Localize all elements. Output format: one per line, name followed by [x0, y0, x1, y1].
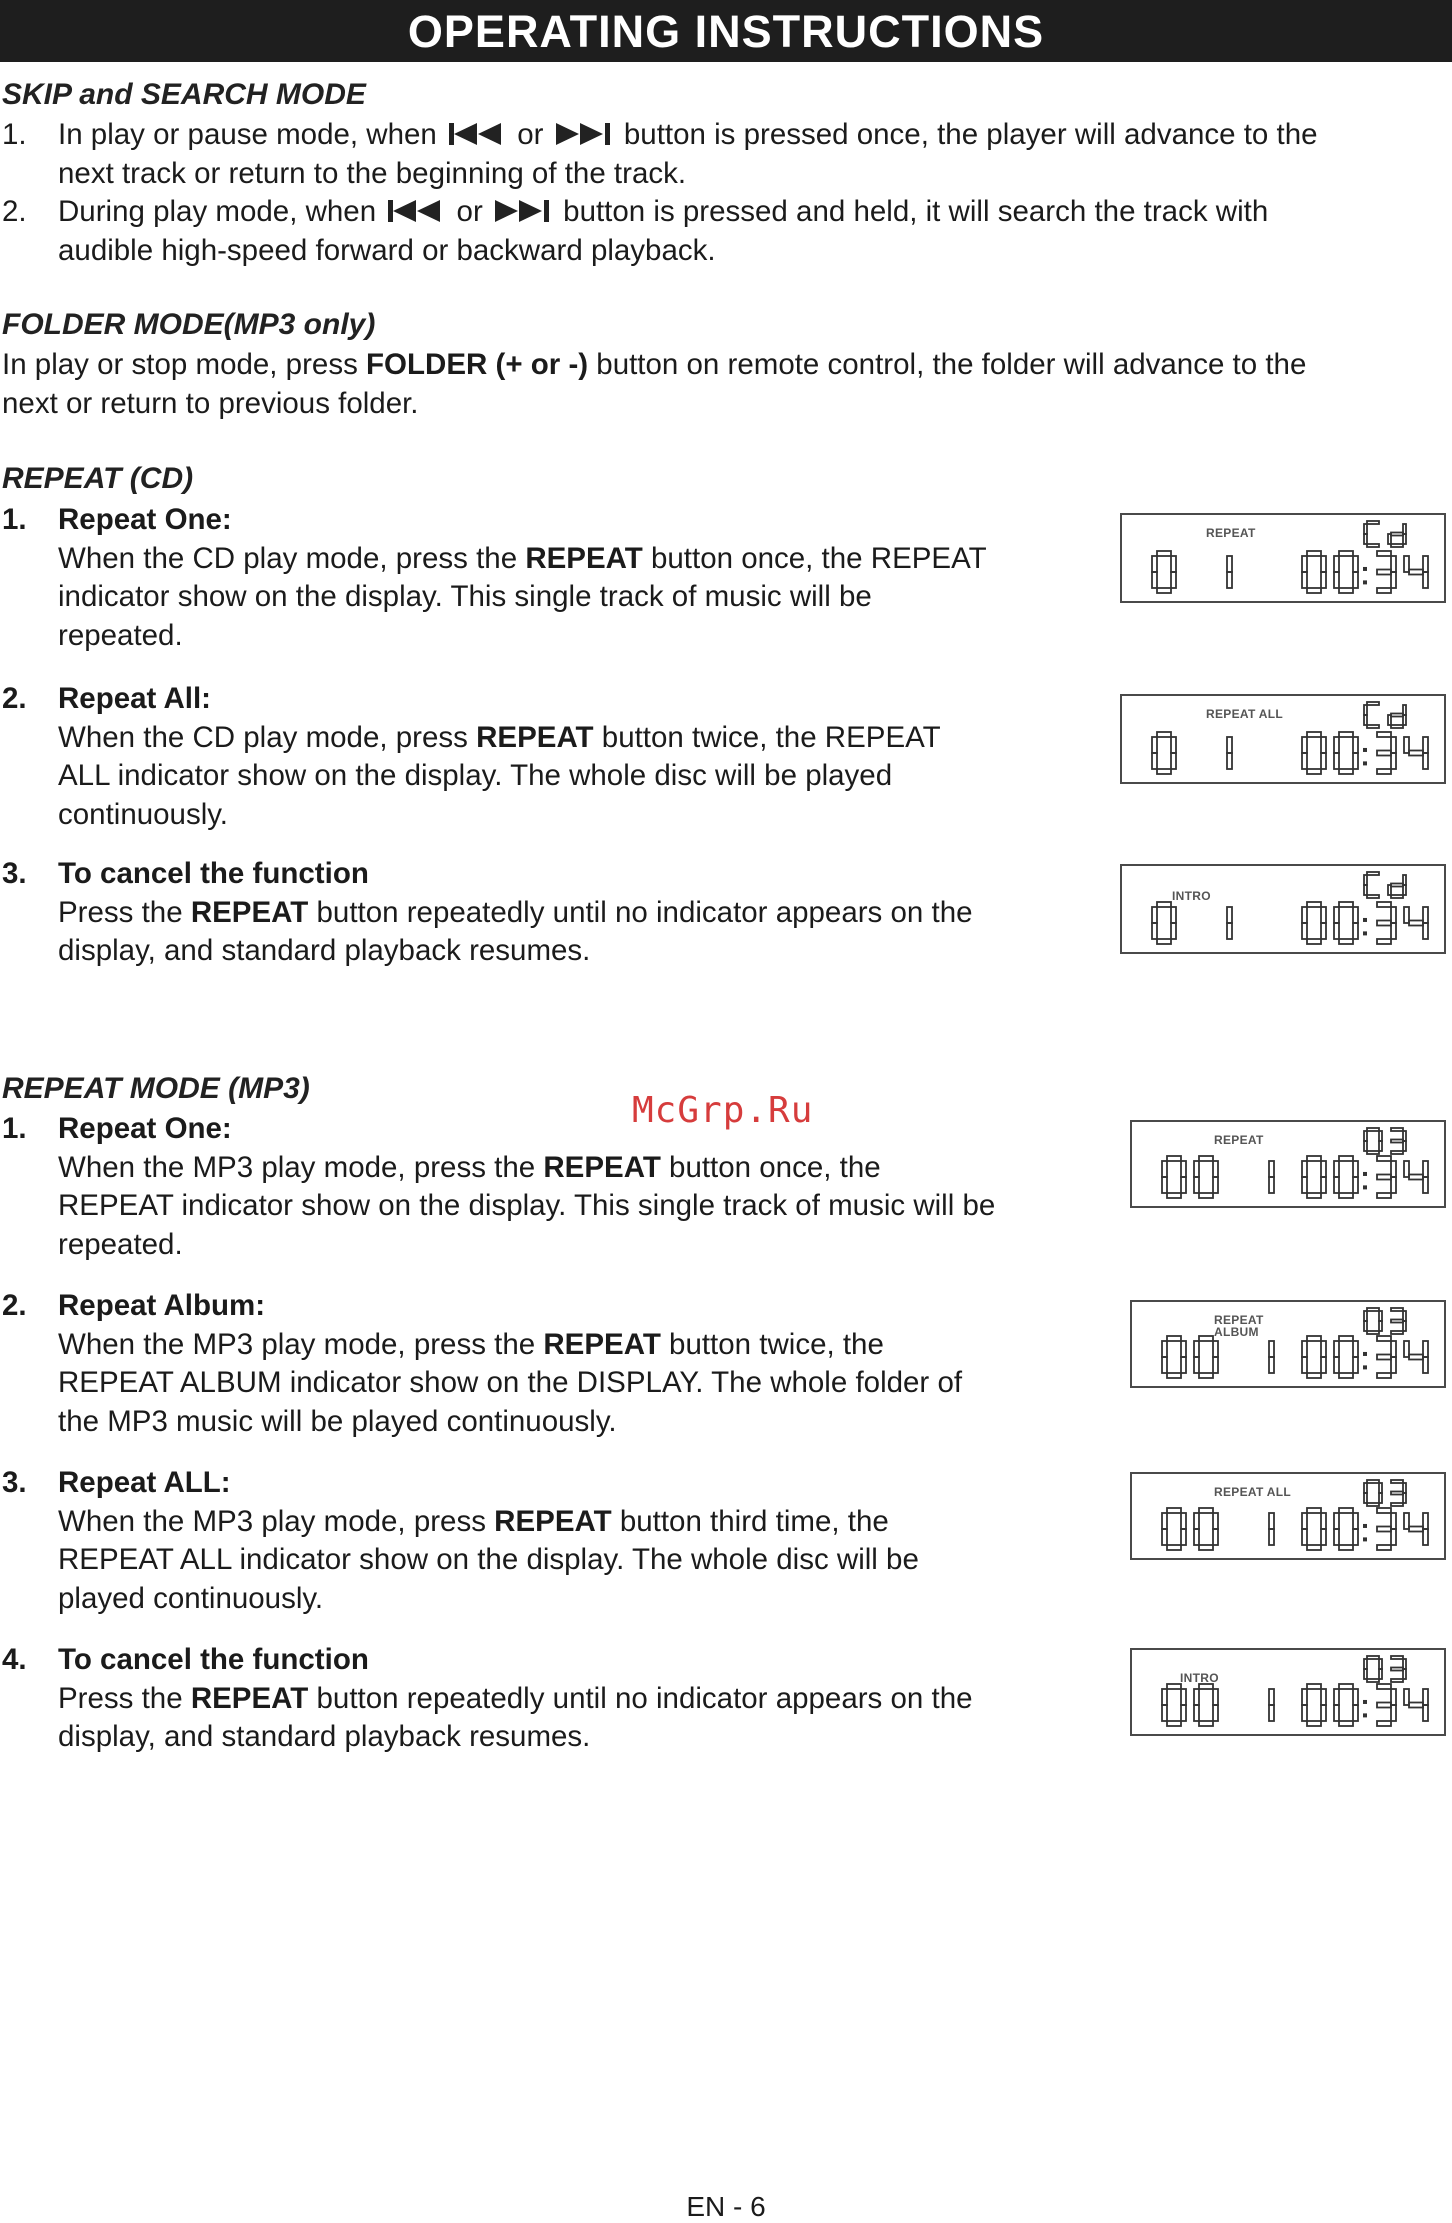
lcd-colon — [1363, 1713, 1367, 1717]
lcd-display-cd-repeat-all — [1120, 694, 1446, 784]
skip-item-2-line-2: audible high-speed forward or backward playback. — [58, 233, 716, 267]
folder-text-a: In play or stop mode, press — [2, 348, 358, 381]
lcd-display-cd-repeat — [1120, 513, 1446, 603]
skip-heading: SKIP and SEARCH MODE — [2, 78, 366, 111]
lcd-mode-digit — [1364, 1656, 1382, 1682]
lcd-time-digit — [1404, 1513, 1428, 1545]
lcd-time-digit — [1404, 1689, 1428, 1721]
lcd-time-digit — [1334, 1508, 1358, 1550]
item-number: 2. — [2, 1289, 27, 1322]
item-number: 4. — [2, 1643, 27, 1676]
lcd-colon — [1363, 761, 1367, 765]
lcd-display-cd-intro — [1120, 864, 1446, 954]
lcd-segments — [1122, 866, 1444, 952]
item-number: 1. — [2, 118, 27, 151]
item-line-2: display, and standard playback resumes. — [58, 934, 591, 967]
lcd-mode-digit — [1391, 1128, 1406, 1154]
folder-button-name: FOLDER (+ or -) — [366, 348, 589, 381]
lcd-time-digit — [1377, 551, 1396, 593]
lcd-time-digit — [1302, 902, 1326, 944]
item-text-a: When the MP3 play mode, press the — [58, 1327, 536, 1361]
lcd-mode-digit — [1391, 1656, 1406, 1682]
lcd-display-mp3-repeat-album — [1130, 1300, 1446, 1388]
item-line-2: REPEAT ALBUM indicator show on the DISPLAY. The whole folder of — [58, 1366, 963, 1399]
lcd-time-digit — [1377, 1156, 1396, 1198]
item-line-3: played continuously. — [58, 1581, 324, 1615]
repeat-button-name: REPEAT — [525, 541, 643, 575]
lcd-colon — [1363, 1185, 1367, 1189]
item-number: 3. — [2, 857, 27, 890]
lcd-time-digit — [1404, 737, 1428, 769]
skip-item-2 — [2, 193, 1442, 273]
item-number: 2. — [2, 195, 27, 228]
lcd-time-digit — [1302, 1684, 1326, 1726]
lcd-time-digit — [1377, 1684, 1396, 1726]
skip-item-1 — [2, 116, 1442, 196]
item-line-3: the MP3 music will be played continuously. — [58, 1404, 617, 1438]
lcd-time-digit — [1404, 1341, 1428, 1373]
item-text-b: button once, the — [669, 1150, 881, 1184]
item-text-b: button third time, the — [619, 1504, 889, 1538]
item-text-b: button twice, the — [669, 1327, 884, 1361]
lcd-time-digit — [1334, 732, 1358, 774]
lcd-track-digit — [1227, 907, 1232, 939]
lcd-track-digit — [1269, 1161, 1274, 1193]
lcd-time-digit — [1404, 907, 1428, 939]
lcd-time-digit — [1302, 732, 1326, 774]
lcd-display-mp3-repeat — [1130, 1120, 1446, 1208]
lcd-time-digit — [1302, 1508, 1326, 1550]
item-title: Repeat ALL: — [58, 1466, 231, 1499]
repeat-cd-item-2 — [2, 680, 1102, 831]
lcd-mode-digit — [1388, 875, 1406, 898]
lcd-time-digit — [1377, 732, 1396, 774]
item-line-3: continuously. — [58, 797, 228, 831]
skip-item-1-line-2: next track or return to the beginning of the track. — [58, 156, 687, 190]
lcd-colon — [1363, 1537, 1367, 1541]
lcd-track-digit — [1194, 1156, 1218, 1198]
lcd-time-digit — [1334, 1684, 1358, 1726]
page-number: EN - 6 — [686, 2191, 766, 2222]
item-line-2: display, and standard playback resumes. — [58, 1720, 591, 1753]
lcd-colon — [1363, 580, 1367, 584]
lcd-track-digit — [1162, 1336, 1186, 1378]
lcd-indicator: REPEAT — [1206, 526, 1256, 540]
lcd-segments — [1122, 515, 1444, 601]
item-title: To cancel the function — [58, 1643, 369, 1676]
lcd-time-digit — [1377, 1508, 1396, 1550]
lcd-segments — [1122, 696, 1444, 782]
skip-item-2-text-b: button is pressed and held, it will search the track with — [563, 195, 1269, 228]
lcd-mode-digit — [1391, 1480, 1406, 1506]
lcd-time-digit — [1302, 551, 1326, 593]
lcd-track-digit — [1194, 1508, 1218, 1550]
item-title: To cancel the function — [58, 857, 369, 890]
repeat-button-name: REPEAT — [543, 1150, 661, 1184]
item-text-b: button repeatedly until no indicator appears on the — [316, 895, 973, 929]
lcd-track-digit — [1194, 1684, 1218, 1726]
folder-line-2: next or return to previous folder. — [2, 386, 419, 420]
repeat-cd-item-1 — [2, 501, 1102, 652]
lcd-time-digit — [1334, 1156, 1358, 1198]
lcd-track-digit — [1152, 902, 1176, 944]
lcd-colon — [1363, 918, 1367, 922]
lcd-mode-digit — [1364, 872, 1379, 898]
skip-back-icon — [388, 199, 444, 223]
skip-forward-icon — [495, 199, 551, 223]
lcd-time-digit — [1404, 556, 1428, 588]
skip-item-2-text: During play mode, when — [58, 195, 377, 228]
lcd-track-digit — [1152, 732, 1176, 774]
lcd-segments — [1132, 1122, 1444, 1206]
lcd-colon — [1363, 748, 1367, 752]
lcd-segments — [1132, 1650, 1444, 1734]
lcd-track-digit — [1227, 737, 1232, 769]
item-number: 1. — [2, 1112, 27, 1145]
lcd-indicator: REPEAT ALL — [1214, 1485, 1291, 1499]
item-text-a: Press the — [58, 895, 183, 929]
lcd-display-mp3-repeat-all — [1130, 1472, 1446, 1560]
lcd-track-digit — [1269, 1341, 1274, 1373]
repeat-button-name: REPEAT — [190, 1681, 309, 1715]
item-number: 3. — [2, 1466, 27, 1499]
lcd-track-digit — [1269, 1513, 1274, 1545]
item-title: Repeat One: — [58, 503, 232, 536]
item-text-a: When the MP3 play mode, press — [58, 1504, 486, 1538]
item-line-2: ALL indicator show on the display. The whole disc will be played — [58, 759, 893, 792]
page-title: OPERATING INSTRUCTIONS — [0, 0, 1452, 62]
item-text-b: button repeatedly until no indicator appears on the — [316, 1681, 973, 1715]
lcd-time-digit — [1302, 1336, 1326, 1378]
lcd-mode-digit — [1364, 1480, 1382, 1506]
repeat-button-name: REPEAT — [190, 895, 309, 929]
repeat-button-name: REPEAT — [543, 1327, 661, 1361]
lcd-track-digit — [1162, 1508, 1186, 1550]
item-line-2: REPEAT ALL indicator show on the display. The whole disc will be — [58, 1543, 919, 1576]
lcd-colon — [1363, 1352, 1367, 1356]
lcd-time-digit — [1334, 551, 1358, 593]
repeat-mp3-item-3 — [2, 1464, 1132, 1615]
lcd-colon — [1363, 1172, 1367, 1176]
item-text-a: When the MP3 play mode, press the — [58, 1150, 536, 1184]
lcd-track-digit — [1194, 1336, 1218, 1378]
item-text-b: button once, the REPEAT — [650, 541, 987, 575]
skip-forward-icon — [556, 122, 612, 146]
lcd-track-digit — [1162, 1684, 1186, 1726]
item-text-a: When the CD play mode, press the — [58, 541, 518, 575]
skip-item-1-text: In play or pause mode, when — [58, 118, 437, 151]
lcd-indicator: REPEAT — [1214, 1133, 1264, 1147]
item-line-3: repeated. — [58, 618, 183, 652]
lcd-mode-digit — [1364, 1308, 1382, 1334]
folder-heading: FOLDER MODE(MP3 only) — [2, 308, 376, 341]
skip-back-icon — [449, 122, 505, 146]
repeat-cd-heading: REPEAT (CD) — [2, 462, 194, 495]
lcd-mode-digit — [1391, 1308, 1406, 1334]
lcd-colon — [1363, 1365, 1367, 1369]
lcd-time-digit — [1302, 1156, 1326, 1198]
lcd-mode-digit — [1388, 524, 1406, 547]
lcd-mode-digit — [1364, 702, 1379, 728]
item-line-3: repeated. — [58, 1227, 183, 1261]
watermark: McGrp.Ru — [632, 1090, 814, 1131]
item-text-a: When the CD play mode, press — [58, 720, 468, 754]
item-line-2: REPEAT indicator show on the display. This single track of music will be — [58, 1189, 996, 1222]
lcd-track-digit — [1227, 556, 1232, 588]
repeat-cd-item-3 — [2, 855, 1102, 975]
item-text-b: button twice, the REPEAT — [601, 720, 941, 754]
lcd-colon — [1363, 567, 1367, 571]
item-text-a: Press the — [58, 1681, 183, 1715]
or-text: or — [517, 118, 544, 151]
lcd-mode-digit — [1364, 521, 1379, 547]
skip-item-1-text-b: button is pressed once, the player will advance to the — [623, 118, 1318, 151]
item-title: Repeat One: — [58, 1112, 232, 1145]
or-text: or — [456, 195, 483, 228]
lcd-mode-digit — [1364, 1128, 1382, 1154]
lcd-segments — [1132, 1302, 1444, 1386]
lcd-time-digit — [1404, 1161, 1428, 1193]
lcd-indicator: INTRO — [1180, 1671, 1219, 1685]
item-number: 2. — [2, 682, 27, 715]
lcd-indicator-line-1: REPEAT — [1214, 1313, 1264, 1327]
lcd-colon — [1363, 1700, 1367, 1704]
item-title: Repeat All: — [58, 682, 211, 715]
lcd-indicator-line-2: ALBUM — [1214, 1325, 1259, 1339]
lcd-mode-digit — [1388, 705, 1406, 728]
lcd-time-digit — [1377, 1336, 1396, 1378]
lcd-display-mp3-intro — [1130, 1648, 1446, 1736]
repeat-mp3-item-2 — [2, 1287, 1132, 1438]
lcd-colon — [1363, 1524, 1367, 1528]
lcd-track-digit — [1162, 1156, 1186, 1198]
lcd-time-digit — [1377, 902, 1396, 944]
lcd-time-digit — [1334, 1336, 1358, 1378]
lcd-indicator: INTRO — [1172, 889, 1211, 903]
folder-text-b: button on remote control, the folder will advance to the — [596, 348, 1307, 381]
item-number: 1. — [2, 503, 27, 536]
folder-paragraph — [2, 346, 1306, 423]
repeat-button-name: REPEAT — [476, 720, 594, 754]
item-line-2: indicator show on the display. This single track of music will be — [58, 580, 872, 613]
lcd-indicator: REPEAT ALL — [1206, 707, 1283, 721]
lcd-segments — [1132, 1474, 1444, 1558]
lcd-track-digit — [1269, 1689, 1274, 1721]
repeat-button-name: REPEAT — [494, 1504, 612, 1538]
lcd-time-digit — [1334, 902, 1358, 944]
repeat-mp3-item-1 — [2, 1110, 1132, 1261]
repeat-mp3-item-4 — [2, 1641, 1132, 1761]
repeat-mp3-heading: REPEAT MODE (MP3) — [2, 1072, 310, 1105]
lcd-colon — [1363, 931, 1367, 935]
lcd-track-digit — [1152, 551, 1176, 593]
item-title: Repeat Album: — [58, 1289, 266, 1322]
